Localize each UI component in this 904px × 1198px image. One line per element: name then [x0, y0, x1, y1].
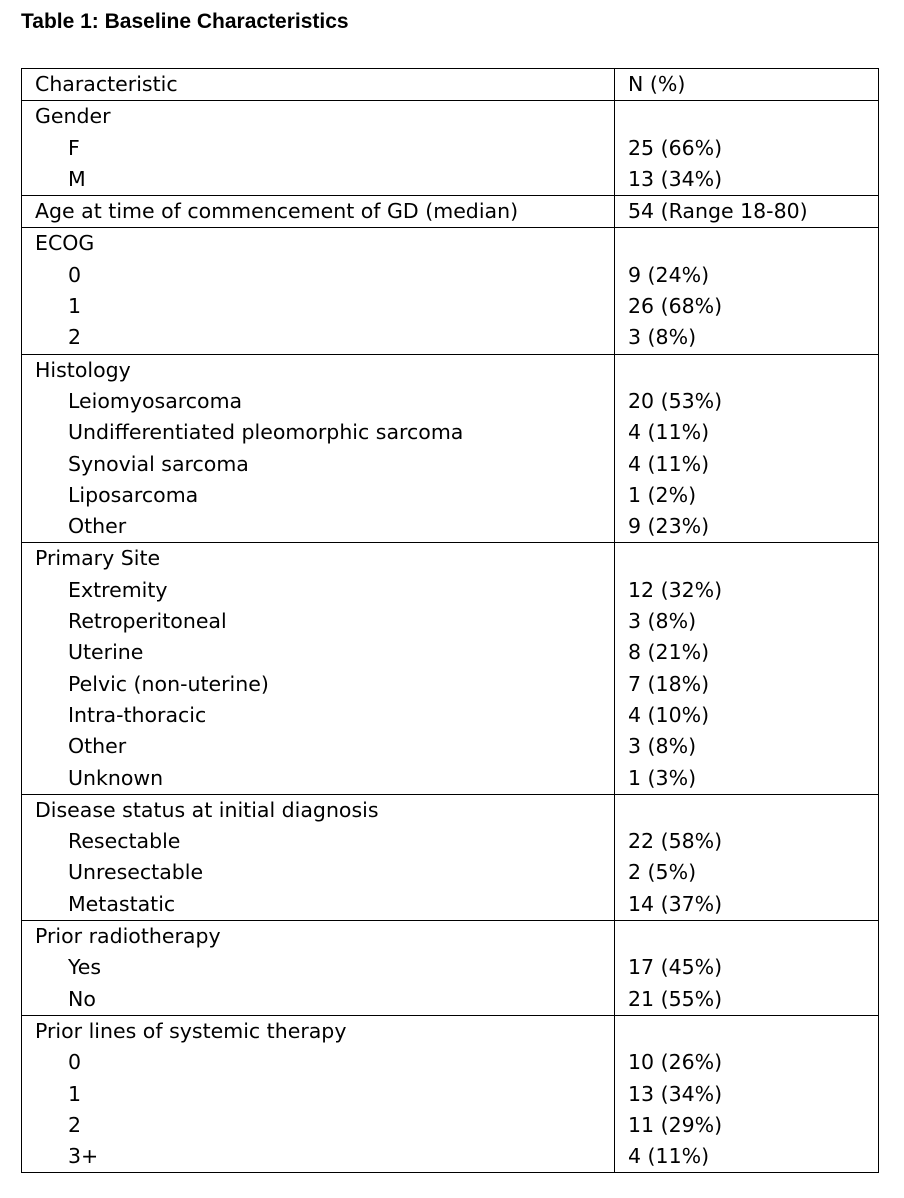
value-cell: [615, 196, 879, 228]
section-heading-value: [615, 101, 878, 132]
table-section-row: [22, 1015, 879, 1172]
category-value: 4 (11%): [628, 420, 710, 445]
table-body: [22, 69, 879, 1173]
category-value: 7 (18%): [628, 671, 710, 696]
table-header-row: [22, 69, 879, 101]
category-value: 3 (8%): [628, 609, 697, 634]
category-label: F: [68, 135, 80, 160]
category-value: 3 (8%): [628, 734, 697, 759]
section-heading: Prior radiotherapy: [35, 924, 221, 949]
section-heading: Disease status at initial diagnosis: [35, 797, 379, 822]
section-heading: Prior lines of systemic therapy: [35, 1018, 347, 1043]
section-heading: Gender: [35, 104, 111, 129]
value-cell: [615, 794, 879, 920]
category-value: 9 (23%): [628, 514, 710, 539]
category-label: Other: [68, 734, 127, 759]
section-heading-value: 54 (Range 18-80): [628, 199, 808, 224]
category-label: 3+: [68, 1144, 99, 1169]
category-label: 0: [68, 262, 82, 287]
category-label: No: [68, 986, 96, 1011]
category-label: 0: [68, 1050, 82, 1075]
category-value: 1 (3%): [628, 765, 697, 790]
section-heading-value: [615, 1016, 878, 1047]
category-label: Retroperitoneal: [68, 609, 227, 634]
section-heading: ECOG: [35, 231, 95, 256]
header-n-percent-label: N (%): [628, 72, 686, 96]
category-label: Synovial sarcoma: [68, 451, 249, 476]
category-value: 21 (55%): [628, 986, 723, 1011]
value-cell: [615, 921, 879, 1016]
section-heading-value: [615, 795, 878, 826]
category-label: 1: [68, 1081, 82, 1106]
category-value: 13 (34%): [628, 1081, 723, 1106]
category-label: Pelvic (non-uterine): [68, 671, 269, 696]
value-cell: [615, 354, 879, 543]
baseline-characteristics-table: [21, 68, 879, 1173]
characteristic-cell: [22, 354, 615, 543]
characteristic-cell: [22, 543, 615, 794]
category-label: Leiomyosarcoma: [68, 388, 243, 413]
table-section-row: [22, 921, 879, 1016]
table-section-row: [22, 196, 879, 228]
header-n-percent-cell: [615, 69, 879, 101]
section-heading: Histology: [35, 357, 131, 382]
characteristic-cell: [22, 196, 615, 228]
category-label: Yes: [68, 955, 102, 980]
category-label: M: [68, 166, 86, 191]
section-heading-value: [615, 543, 878, 574]
category-value: 17 (45%): [628, 955, 723, 980]
category-value: 10 (26%): [628, 1050, 723, 1075]
section-heading: Primary Site: [35, 546, 161, 571]
category-value: 8 (21%): [628, 640, 710, 665]
category-value: 4 (11%): [628, 1144, 710, 1169]
characteristic-cell: [22, 794, 615, 920]
category-label: Unknown: [68, 765, 164, 790]
category-label: Unresectable: [68, 860, 204, 885]
category-label: Undifferentiated pleomorphic sarcoma: [68, 420, 464, 445]
characteristic-cell: [22, 921, 615, 1016]
header-characteristic-cell: [22, 69, 615, 101]
category-value: 25 (66%): [628, 135, 723, 160]
value-cell: [615, 1015, 879, 1172]
category-label: 1: [68, 294, 82, 319]
table-section-row: [22, 543, 879, 794]
category-label: Liposarcoma: [68, 482, 199, 507]
category-label: 2: [68, 325, 82, 350]
category-value: 26 (68%): [628, 294, 723, 319]
category-label: Resectable: [68, 829, 181, 854]
table-section-row: [22, 354, 879, 543]
category-value: 22 (58%): [628, 829, 723, 854]
category-label: Extremity: [68, 577, 168, 602]
category-value: 1 (2%): [628, 482, 697, 507]
header-characteristic-label: Characteristic: [35, 72, 178, 96]
category-value: 3 (8%): [628, 325, 697, 350]
category-value: 12 (32%): [628, 577, 723, 602]
category-label: Metastatic: [68, 891, 176, 916]
category-label: Uterine: [68, 640, 144, 665]
category-value: 11 (29%): [628, 1112, 723, 1137]
table-section-row: [22, 228, 879, 354]
section-heading: Age at time of commencement of GD (median): [35, 199, 519, 224]
characteristic-cell: [22, 228, 615, 354]
characteristic-cell: [22, 101, 615, 196]
category-value: 14 (37%): [628, 891, 723, 916]
category-value: 13 (34%): [628, 166, 723, 191]
characteristic-cell: [22, 1015, 615, 1172]
table-section-row: [22, 101, 879, 196]
section-heading-value: [615, 355, 878, 386]
category-value: 2 (5%): [628, 860, 697, 885]
section-heading-value: [615, 921, 878, 952]
table-title: Table 1: Baseline Characteristics: [21, 10, 349, 33]
category-value: 4 (10%): [628, 702, 710, 727]
value-cell: [615, 228, 879, 354]
category-value: 4 (11%): [628, 451, 710, 476]
category-label: Other: [68, 514, 127, 539]
section-heading-value: [615, 228, 878, 259]
value-cell: [615, 543, 879, 794]
category-value: 9 (24%): [628, 262, 710, 287]
category-label: 2: [68, 1112, 82, 1137]
category-value: 20 (53%): [628, 388, 723, 413]
value-cell: [615, 101, 879, 196]
table-section-row: [22, 794, 879, 920]
category-label: Intra-thoracic: [68, 702, 207, 727]
